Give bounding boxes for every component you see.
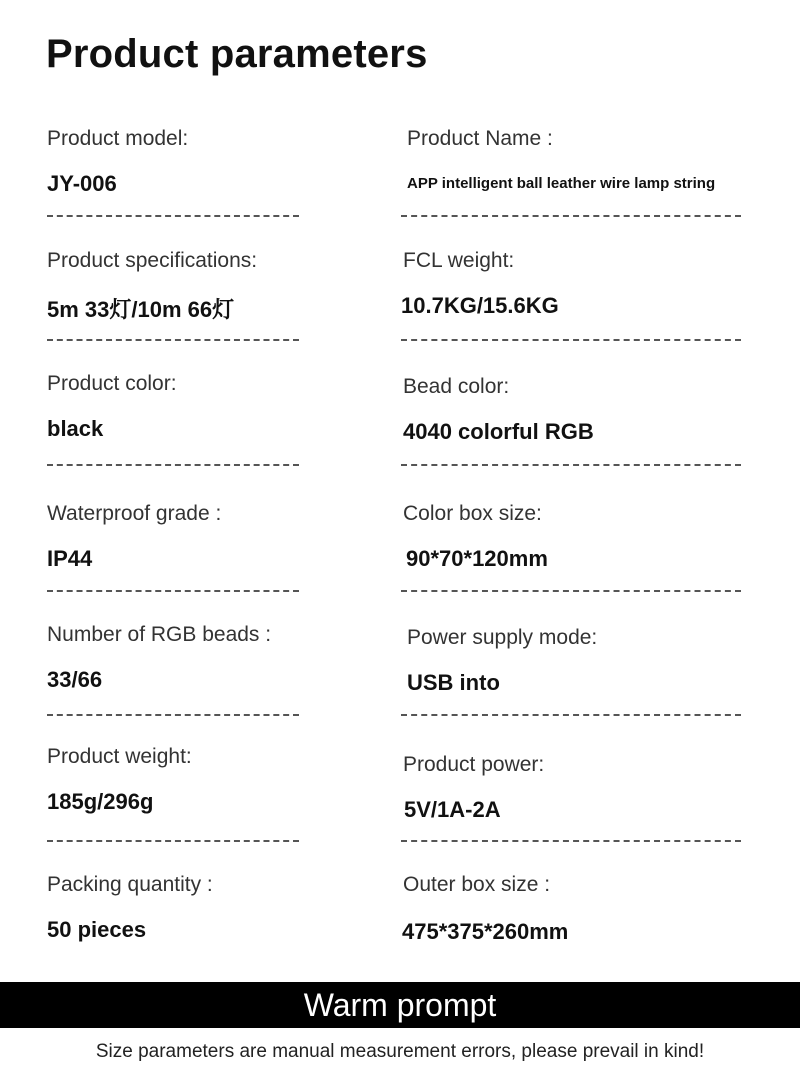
param-value: 5m 33灯/10m 66灯 — [47, 297, 235, 322]
dashed-divider — [47, 714, 299, 716]
warm-prompt-note: Size parameters are manual measurement errors, please prevail in kind! — [95, 1041, 705, 1062]
param-label: Product weight: — [47, 745, 192, 768]
param-value: IP44 — [47, 546, 93, 571]
dashed-divider — [401, 339, 741, 341]
param-value: APP intelligent ball leather wire lamp string — [407, 175, 716, 192]
param-value: 10.7KG/15.6KG — [401, 293, 559, 318]
param-value: JY-006 — [47, 171, 117, 196]
warm-prompt-banner: Warm prompt — [0, 982, 800, 1028]
dashed-divider — [401, 714, 741, 716]
dashed-divider — [47, 590, 299, 592]
param-label: Bead color: — [403, 375, 510, 398]
param-label: Product Name : — [407, 127, 553, 150]
dashed-divider — [47, 464, 299, 466]
param-value: black — [47, 416, 104, 441]
dashed-divider — [47, 339, 299, 341]
param-value: 5V/1A-2A — [404, 797, 501, 822]
param-label: Number of RGB beads : — [47, 623, 272, 646]
param-label: Color box size: — [403, 502, 542, 525]
param-label: Packing quantity : — [47, 873, 213, 896]
param-value: 4040 colorful RGB — [403, 419, 594, 444]
param-value: 475*375*260mm — [402, 919, 569, 944]
param-label: Waterproof grade : — [47, 502, 222, 525]
dashed-divider — [47, 840, 299, 842]
dashed-divider — [401, 840, 741, 842]
param-label: Outer box size : — [403, 873, 551, 896]
param-value: 90*70*120mm — [406, 546, 548, 571]
param-value: USB into — [407, 670, 500, 695]
param-label: FCL weight: — [403, 249, 515, 272]
param-label: Product power: — [403, 753, 545, 776]
param-value: 50 pieces — [47, 917, 147, 942]
dashed-divider — [401, 590, 741, 592]
param-label: Product color: — [47, 372, 177, 395]
param-value: 185g/296g — [47, 789, 154, 814]
param-label: Product model: — [47, 127, 189, 150]
param-label: Product specifications: — [47, 249, 258, 272]
param-label: Power supply mode: — [407, 626, 598, 649]
page-title: Product parameters — [46, 32, 428, 76]
dashed-divider — [47, 215, 299, 217]
dashed-divider — [401, 215, 741, 217]
param-value: 33/66 — [47, 667, 103, 692]
dashed-divider — [401, 464, 741, 466]
